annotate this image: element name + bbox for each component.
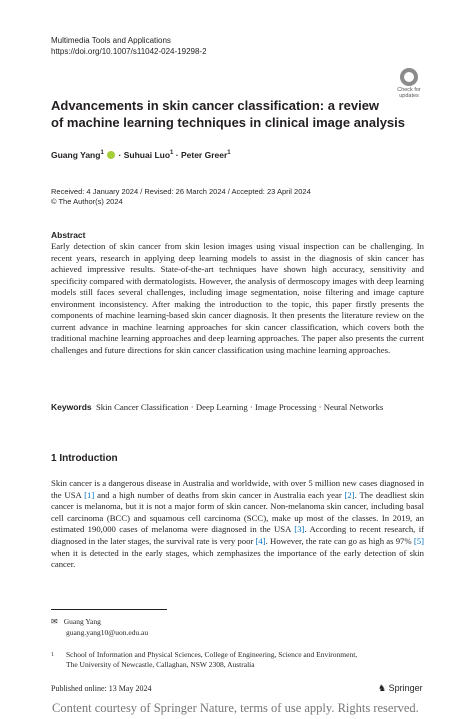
affiliation-line2: The University of Newcastle, Callaghan, NSW 2308, Australia	[66, 660, 255, 669]
citation-link[interactable]: [3]	[294, 524, 305, 535]
section-heading-introduction: 1 Introduction	[51, 453, 118, 464]
introduction-paragraph	[51, 478, 424, 571]
author-name[interactable]: Peter Greer	[180, 150, 228, 160]
publisher-name: Springer	[388, 683, 423, 693]
keywords-text: Skin Cancer Classification · Deep Learning · Image Processing · Neural Networks	[95, 402, 384, 412]
keywords-label: Keywords	[51, 402, 92, 412]
affiliation	[51, 650, 424, 670]
intro-text: . According to recent research, if diagnosed in the later stages, the survival rate is very poor	[51, 524, 425, 546]
intro-text: . However, the rate can go as high as 97%	[265, 535, 414, 546]
author-affil-sup: 1	[170, 150, 174, 157]
citation-link[interactable]: [5]	[413, 535, 424, 546]
citation-link[interactable]: [4]	[255, 535, 266, 546]
abstract-heading: Abstract	[51, 230, 86, 240]
author-affil-sup: 1	[100, 150, 104, 157]
content-courtesy-footer: Content courtesy of Springer Nature, terms of use apply. Rights reserved.	[52, 701, 419, 715]
abstract-text: Early detection of skin cancer from skin lesion images using visual inspection can be challenging. In recent years, research in applying deep learning models to assist in the diagnosis of skin cancer has achieved impressive results. State-of-the-art techniques have shown high accuracy, sensitivity and specificity compared with dermatologists. However, the analysis of dermoscopy images with deep learning models still faces several challenges, including image segmentation, noise filtering and image capture environment inconsistency. After making the introduction to the topic, this paper firstly presents the components of machine learning-based skin cancer diagnosis. It then presents the literature review on the current advance in machine learning approaches for skin cancer classification, which covers both the traditional machine learning approaches and deep learning approaches. The paper also presents the current challenges and future directions for skin cancer classification using machine learning approaches.	[51, 241, 424, 355]
title-line1: Advancements in skin cancer classification: a review	[51, 98, 380, 113]
article-title	[51, 97, 411, 131]
badge-line2: updates	[399, 93, 419, 99]
springer-horse-icon: ♞	[378, 683, 387, 693]
check-updates-icon	[400, 68, 418, 86]
orcid-icon[interactable]	[107, 151, 115, 159]
affiliation-number: 1	[51, 652, 54, 658]
keywords	[51, 402, 424, 414]
corresponding-author: Guang Yang	[63, 617, 101, 626]
doi-link[interactable]: https://doi.org/10.1007/s11042-024-19298-2	[51, 47, 207, 56]
intro-text: and a high number of deaths from skin cancer in Australia each year	[94, 489, 345, 500]
author-affil-sup: 1	[227, 150, 231, 157]
article-dates	[51, 187, 311, 207]
springer-logo	[378, 683, 423, 694]
intro-text: . The deadliest skin cancer is melanoma, but it is not a major form of skin cancer. Non-melanoma skin cancer, including basal cell carcinoma (BCC) and squamous cell carcinoma (SCC), make up most of the classes. In 2019, an estimated 190,000 cases of melanoma were diagnosed in the USA	[51, 489, 424, 535]
intro-text: Skin cancer is a dangerous disease in Australia and worldwide, with over 5 million new cases diagnosed in the USA	[51, 478, 424, 500]
copyright-line: © The Author(s) 2024	[51, 197, 123, 206]
journal-header	[51, 35, 207, 57]
published-online: Published online: 13 May 2024	[51, 684, 152, 693]
author-name[interactable]: Suhuai Luo	[123, 150, 171, 160]
title-line2: of machine learning techniques in clinical image analysis	[51, 115, 406, 130]
author-name[interactable]: Guang Yang	[51, 150, 101, 160]
citation-link[interactable]: [1]	[84, 489, 95, 500]
intro-text: when it is detected in the early stages, which zemphasizes the importance of the early detection of skin cancer.	[51, 547, 424, 570]
journal-name: Multimedia Tools and Applications	[51, 36, 171, 45]
citation-link[interactable]: [2]	[344, 489, 355, 500]
footnote-divider	[51, 609, 167, 610]
history-dates: Received: 4 January 2024 / Revised: 26 March 2024 / Accepted: 23 April 2024	[51, 187, 311, 196]
correspondence	[51, 617, 148, 638]
affiliation-line1: School of Information and Physical Sciences, College of Engineering, Science and Environment,	[66, 650, 358, 659]
envelope-icon: ✉	[51, 617, 58, 626]
author-list: Guang Yang$^1$ · Suhuai Luo$^1$ · Peter Greer$^1$	[51, 150, 231, 160]
corresponding-email[interactable]: guang.yang10@uon.edu.au	[66, 627, 149, 637]
badge-line1: Check for	[397, 87, 421, 93]
